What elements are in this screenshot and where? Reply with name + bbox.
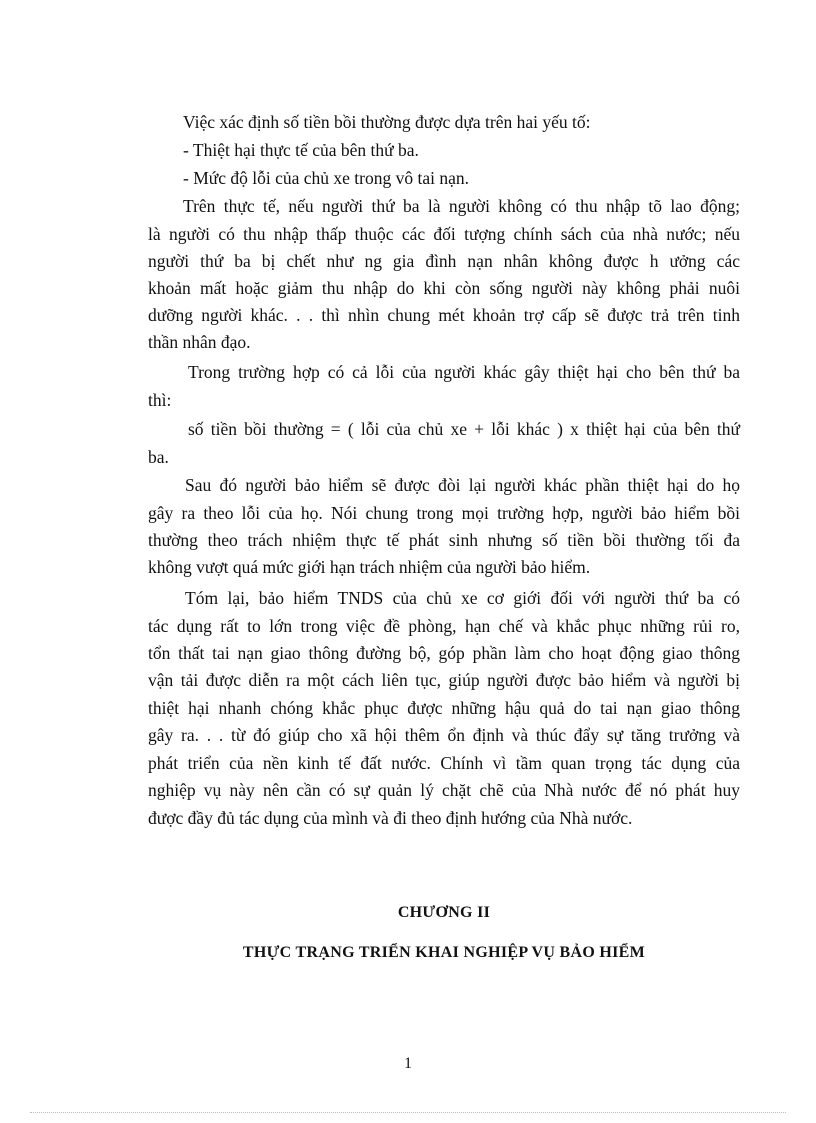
text-line: phát triển của nền kinh tế đất nước. Chính vì tầm quan trọng tác dụng của [148, 753, 740, 773]
chapter-title: THỰC TRẠNG TRIỂN KHAI NGHIỆP VỤ BẢO HIỂM [242, 944, 646, 961]
text-line: tổn thất tai nạn giao thông đường bộ, góp phần làm cho hoạt động giao thông [148, 643, 740, 663]
text-line: khoản mất hoặc giảm thu nhập do khi còn sống người này không phải nuôi [148, 278, 740, 298]
text-line: được đầy đủ tác dụng của mình và đi theo định hướng của Nhà nước. [148, 808, 633, 828]
text-line: tác dụng rất to lớn trong việc đề phòng, hạn chế và khắc phục những rủi ro, [148, 616, 740, 636]
chapter-label: CHƯƠNG II [397, 904, 491, 921]
text-line: nghiệp vụ này nên cần có sự quản lý chặt chẽ của Nhà nước để nó phát huy [148, 780, 740, 800]
footer-divider [30, 1112, 786, 1113]
text-line: Trên thực tế, nếu người thứ ba là người không có thu nhập tõ lao động; [183, 196, 740, 216]
text-line: thần nhân đạo. [148, 332, 251, 352]
text-line: thì: [148, 390, 172, 410]
formula-line: số tiền bồi thường = ( lỗi của chủ xe + lỗi khác ) x thiệt hại của bên thứ [188, 419, 740, 439]
text-line: Sau đó người bảo hiểm sẽ được đòi lại người khác phần thiệt hại do họ [185, 475, 740, 495]
text-line: Việc xác định số tiền bồi thường được dựa trên hai yếu tố: [183, 112, 591, 132]
text-line: gây ra. . . từ đó giúp cho xã hội thêm ổn định và thúc đẩy sự tăng trưởng và [148, 725, 740, 745]
text-line: không vượt quá mức giới hạn trách nhiệm của người bảo hiểm. [148, 557, 591, 577]
text-line: - Mức độ lỗi của chủ xe trong vô tai nạn. [183, 168, 470, 188]
text-line: là người có thu nhập thấp thuộc các đối tượng chính sách của nhà nước; nếu [148, 224, 740, 244]
text-line: người thứ ba bị chết như ng gia đình nạn nhân không được h ưởng các [148, 251, 740, 271]
text-line: vận tải được diễn ra một cách liên tục, giúp người được bảo hiểm và người bị [148, 670, 740, 690]
text-line: Tóm lại, bảo hiểm TNDS của chủ xe cơ giới đối với người thứ ba có [185, 588, 740, 608]
text-line: - Thiệt hại thực tế của bên thứ ba. [183, 140, 419, 160]
text-line: ba. [148, 447, 169, 467]
text-line: gây ra theo lỗi của họ. Nói chung trong mọi trường hợp, người bảo hiểm bồi [148, 503, 740, 523]
text-line: thiệt hại nhanh chóng khắc phục được những hậu quả do tai nạn giao thông [148, 698, 740, 718]
text-line: thường theo trách nhiệm thực tế phát sinh nhưng số tiền bồi thường tối đa [148, 530, 740, 550]
text-line: dưỡng người khác. . . thì nhìn chung mét khoản trợ cấp sẽ được trả trên tinh [148, 305, 740, 325]
text-line: Trong trường hợp có cả lỗi của người khác gây thiệt hại cho bên thứ ba [188, 362, 740, 382]
page-number: 1 [404, 1055, 412, 1072]
